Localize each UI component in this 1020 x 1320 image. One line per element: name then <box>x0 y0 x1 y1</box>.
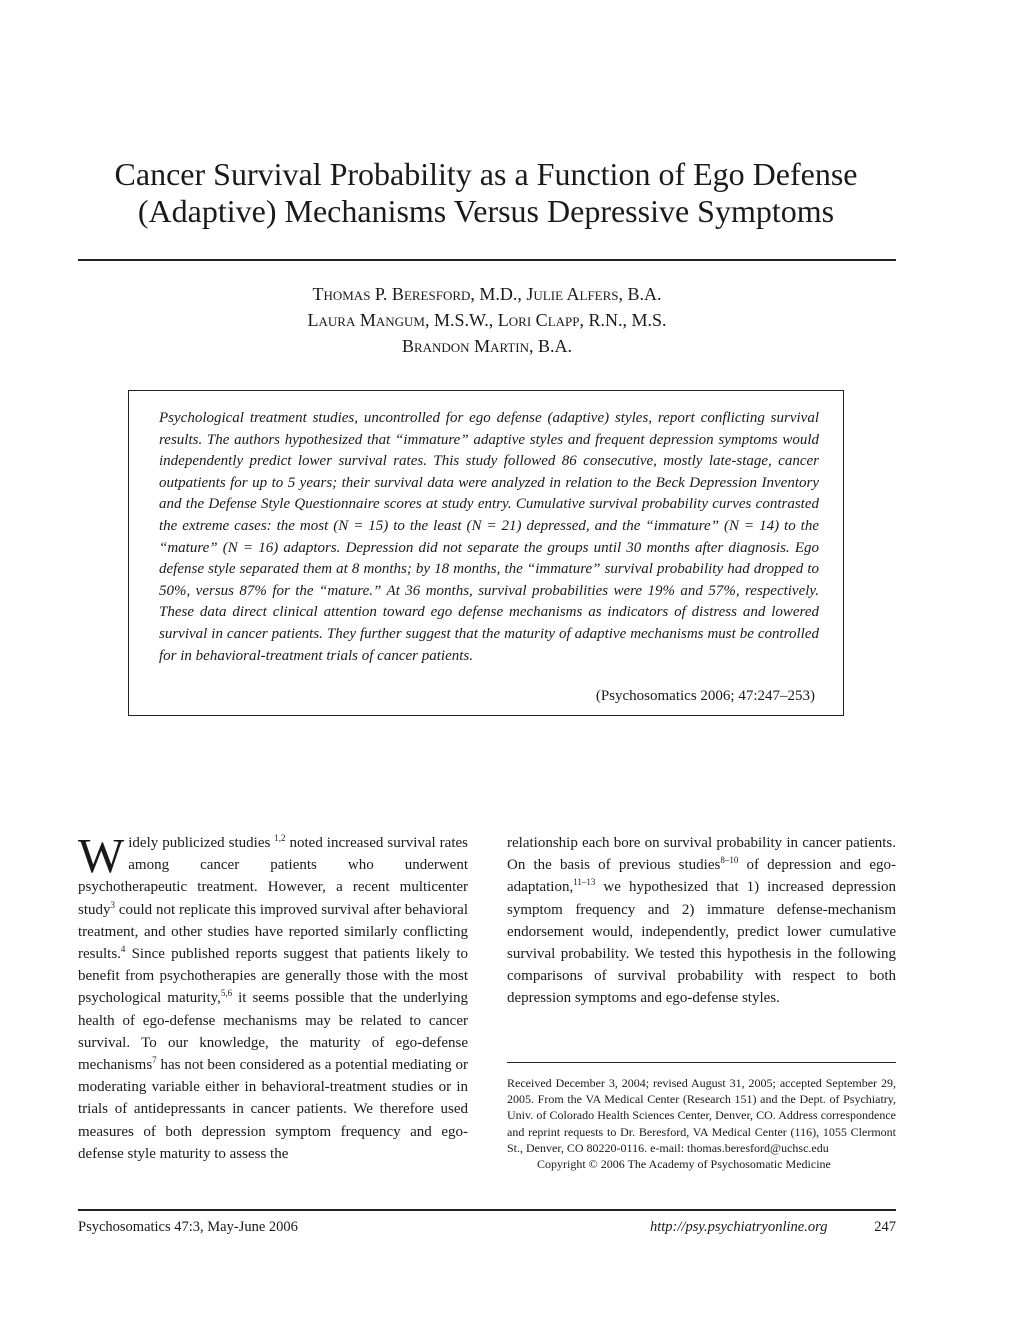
body-text: noted increased survival rates among cancer patients who underwent psychotherapeutic treatment. However, a recent multicenter study <box>78 835 468 918</box>
body-column-left <box>78 828 469 1165</box>
author-line-1: Thomas P. Beresford, M.D., Julie Alfers, B.A. <box>312 284 662 304</box>
reference-superscript: 7 <box>152 1055 157 1066</box>
body-text: has not been considered as a potential mediating or moderating variable either in behavioral-treatment studies or in trials of antidepressants in cancer patients. We therefore used measures of both depression symptom frequency and ego-defense style maturity to assess the <box>78 1057 468 1162</box>
author-line-3: Brandon Martin, B.A. <box>401 336 573 356</box>
drop-cap: W <box>78 828 125 883</box>
body-text: it seems possible that the underlying health of ego-defense mechanisms may be related to cancer survival. To our knowledge, the maturity of ego-defense mechanisms <box>78 990 469 1074</box>
reference-superscript: 4 <box>120 944 126 955</box>
reference-superscript: 5,6 <box>220 988 233 999</box>
reference-superscript: 3 <box>110 899 116 910</box>
copyright-notice: Copyright © 2006 The Academy of Psychosomatic Medicine <box>537 1157 831 1172</box>
abstract-text: Psychological treatment studies, uncontrolled for ego defense (adaptive) styles, report conflicting survival results. The authors hypothesized that “immature” adaptive styles and frequent depression symptoms would independently predict lower survival rates. This study followed 86 consecutive, mostly late-stage, cancer outpatients for up to 5 years; their survival data were analyzed in relation to the Beck Depression Inventory and the Defense Style Questionnaire scores at study entry. Cumulative survival probability curves contrasted the extreme cases: the most (N = 15) to the least (N = 21) depressed, and the “immature” (N = 14) to the “mature” (N = 16) adaptors. Depression did not separate the groups until 30 months after diagnosis. Ego defense style separated them at 8 months; by 18 months, the “immature” survival probability had dropped to 50%, versus 87% for the “mature.” At 36 months, survival probabilities were 19% and 57%, respectively. These data direct clinical attention toward ego defense mechanisms as indicators of distress and lowered survival in cancer patients. They further suggest that the maturity of adaptive mechanisms must be controlled for in behavioral-treatment trials of cancer patients. <box>159 410 819 664</box>
article-title <box>60 156 912 230</box>
body-text: we hypothesized that 1) increased depression symptom frequency and 2) immature defense-mechanism endorsement would, independently, predict lower cumulative survival probability. We tested this hypothesis in the following comparisons of survival probability with respect to both depression symptoms and ego-defense styles. <box>507 879 896 1007</box>
reference-superscript: 11–13 <box>573 877 596 888</box>
page-number: 247 <box>874 1219 896 1235</box>
reference-superscript: 8–10 <box>720 855 739 866</box>
footer-divider <box>78 1209 896 1211</box>
title-line-1: Cancer Survival Probability as a Function of Ego Defense <box>114 156 858 192</box>
title-divider <box>78 259 896 261</box>
body-text: Since published reports suggest that patients likely to benefit from psychotherapies are generally those with the most psychological maturity, <box>78 946 468 1007</box>
footnote-text: Received December 3, 2004; revised August 31, 2005; accepted September 29, 2005. From the VA Medical Center (Research 151) and the Dept. of Psychiatry, Univ. of Colorado Health Sciences Center, Denver, CO. Address correspondence and reprint requests to Dr. Beresford, VA Medical Center (116), 1055 Clermont St., Denver, CO 80220-0116. e-mail: thomas.beresford@uchsc.edu <box>507 1076 896 1155</box>
reference-superscript: 1,2 <box>274 833 286 843</box>
body-column-right <box>507 832 896 1010</box>
footnote-divider <box>507 1062 896 1063</box>
abstract-box <box>128 390 844 716</box>
body-text: idely publicized studies <box>128 835 275 851</box>
footnote <box>507 1075 896 1172</box>
body-text: of depression and ego-adaptation, <box>507 857 896 896</box>
journal-url-link[interactable]: http://psy.psychiatryonline.org <box>650 1219 828 1235</box>
title-line-2: (Adaptive) Mechanisms Versus Depressive Symptoms <box>137 193 835 229</box>
journal-issue: Psychosomatics 47:3, May-June 2006 <box>78 1219 298 1235</box>
body-text: relationship each bore on survival probability in cancer patients. On the basis of previous studies <box>507 835 896 874</box>
abstract-citation: (Psychosomatics 2006; 47:247–253) <box>595 688 815 704</box>
body-text: could not replicate this improved survival after behavioral treatment, and other studies have reported similarly conflicting results. <box>78 901 468 963</box>
author-list <box>78 281 896 359</box>
author-line-2: Laura Mangum, M.S.W., Lori Clapp, R.N., M.S. <box>307 310 667 330</box>
